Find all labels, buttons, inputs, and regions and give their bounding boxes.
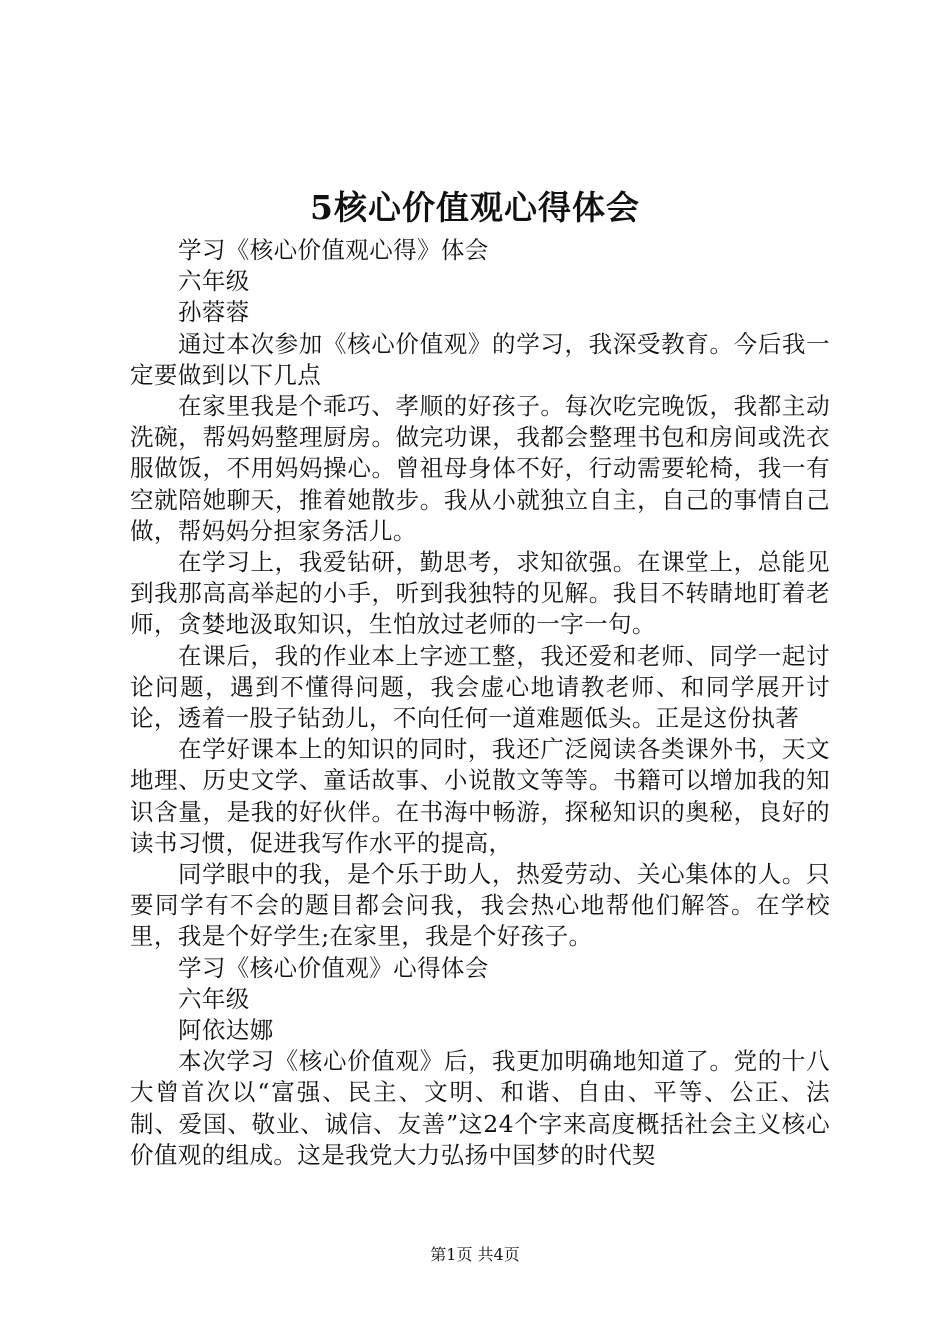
paragraph: 在学好课本上的知识的同时，我还广泛阅读各类课外书，天文地理、历史文学、童话故事、小说散文等等。书籍可以增加我的知识含量，是我的好伙伴。在书海中畅游，探秘知识的奥秘，良好的读书习惯，促进我写作水平的提高，: [130, 735, 830, 857]
paragraph: 同学眼中的我，是个乐于助人，热爱劳动、关心集体的人。只要同学有不会的题目都会问我，我会热心地帮他们解答。在学校里，我是个好学生;在家里，我是个好孩子。: [130, 860, 830, 951]
paragraph: 通过本次参加《核心价值观》的学习，我深受教育。今后我一定要做到以下几点: [130, 329, 830, 389]
paragraph-author-1: 孙蓉蓉: [178, 298, 250, 327]
paragraph: 在学习上，我爱钻研，勤思考，求知欲强。在课堂上，总能见到我那高高举起的小手，听到我独特的见解。我目不转睛地盯着老师，贪婪地汲取知识，生怕放过老师的一字一句。: [130, 548, 830, 639]
paragraph: 在课后，我的作业本上字迹工整，我还爱和老师、同学一起讨论问题，遇到不懂得问题，我会虚心地请教老师、和同学展开讨论，透着一股子钻劲儿，不向任何一道难题低头。正是这份执著: [130, 641, 830, 733]
page-footer: 第1页 共4页: [430, 1245, 520, 1264]
paragraph: 本次学习《核心价值观》后，我更加明确地知道了。党的十八大曾首次以“富强、民主、文明、和谐、自由、平等、公正、法制、爱国、敬业、诚信、友善”这24个字来高度概括社会主义核心价值观的组成。这是我党大力弘扬中国梦的时代契: [130, 1047, 830, 1169]
paragraph-author-2: 阿依达娜: [178, 1016, 274, 1045]
paragraph-heading-1: 学习《核心价值观心得》体会: [178, 236, 489, 264]
paragraph-heading-2: 学习《核心价值观》心得体会: [178, 953, 489, 982]
paragraph-grade-1: 六年级: [178, 267, 250, 296]
paragraph-grade-2: 六年级: [178, 984, 250, 1013]
document-body: [130, 235, 830, 1171]
document-title: 5核心价值观心得体会: [310, 188, 640, 227]
paragraph: 在家里我是个乖巧、孝顺的好孩子。每次吃完晚饭，我都主动洗碗，帮妈妈整理厨房。做完功课，我都会整理书包和房间或洗衣服做饭，不用妈妈操心。曾祖母身体不好，行动需要轮椅，我一有空就陪她聊天，推着她散步。我从小就独立自主，自己的事情自己做，帮妈妈分担家务活儿。: [130, 392, 830, 545]
